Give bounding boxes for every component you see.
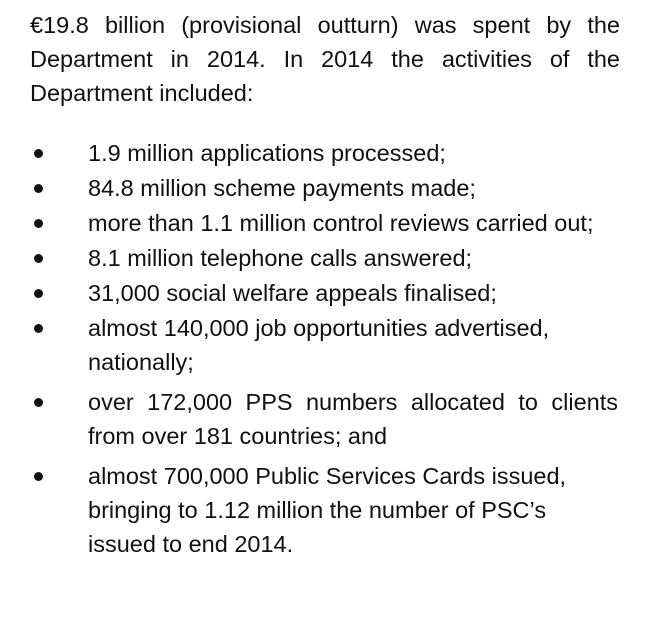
bullet-icon — [34, 398, 43, 407]
list-item — [30, 276, 618, 310]
list-item — [30, 241, 618, 275]
list-item-text: more than 1.1 million control reviews carried out; — [88, 210, 594, 236]
list-item-text: 84.8 million scheme payments made; — [88, 175, 476, 201]
list-item-text: almost 700,000 Public Services Cards issued, bringing to 1.12 million the number of PSC’s issued to end 2014. — [88, 463, 567, 557]
document-body — [30, 8, 620, 562]
activities-list — [30, 136, 620, 561]
list-item-text: almost 140,000 job opportunities advertised, nationally; — [88, 315, 550, 375]
list-item-text: 1.9 million applications processed; — [88, 140, 446, 166]
bullet-icon — [34, 289, 43, 298]
list-item — [30, 385, 618, 453]
list-item-text: 8.1 million telephone calls answered; — [88, 245, 473, 271]
list-item — [30, 171, 618, 205]
list-item-text: 31,000 social welfare appeals finalised; — [88, 280, 497, 306]
list-item — [30, 136, 618, 170]
list-item-text: over 172,000 PPS numbers allocated to clients from over 181 countries; and — [88, 389, 618, 449]
list-item — [30, 206, 618, 240]
list-item — [30, 311, 618, 379]
list-item — [30, 459, 618, 561]
bullet-icon — [34, 254, 43, 263]
bullet-icon — [34, 219, 43, 228]
bullet-icon — [34, 149, 43, 158]
bullet-icon — [34, 472, 43, 481]
bullet-icon — [34, 184, 43, 193]
bullet-icon — [34, 324, 43, 333]
intro-paragraph: €19.8 billion (provisional outturn) was spent by the Department in 2014. In 2014 the activities of the Department included: — [30, 12, 620, 106]
